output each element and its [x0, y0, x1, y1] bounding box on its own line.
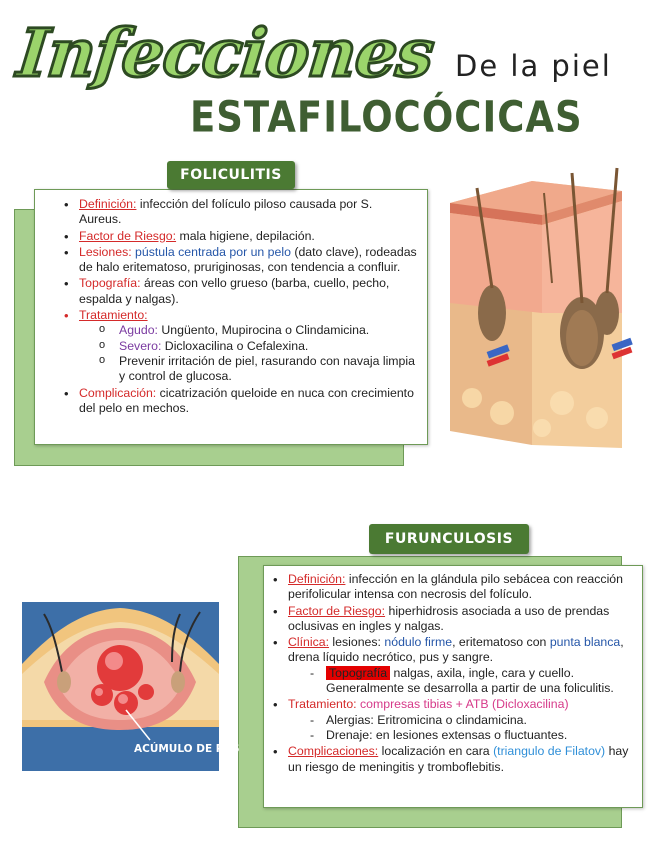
list-item: • Factor de Riesgo: mala higiene, depilación.: [57, 229, 417, 244]
foliculitis-box: [34, 189, 428, 445]
treatment-item: o Agudo: Ungüento, Mupirocina o Clindamicina.: [79, 323, 417, 338]
list-item: • Complicación: cicatrización queloide en nuca con crecimiento del pelo en mechos.: [57, 386, 417, 417]
section-label-furunculosis: FURUNCULOSIS: [369, 524, 529, 554]
list-item: • Factor de Riesgo: hiperhidrosis asociada a uso de prendas oclusivas en ingles y nalgas.: [266, 604, 634, 635]
list-item: • Clínica: lesiones: nódulo firme, eritematoso con punta blanca, drena líquido necrótico, pus y sangre. - Topografía nalgas, axila, ingle, cara y cuello. Generalmente se desarrolla a partir de una foliculitis.: [266, 635, 634, 696]
list-item: • Tratamiento: o Agudo: Ungüento, Mupirocina o Clindamicina. o Severo: Dicloxacilina o Cefalexina. o Prevenir irritación de piel, rasurando con navaja limpia y control de glucosa.: [57, 308, 417, 384]
list-item: • Definición: infección del folículo piloso causada por S. Aureus.: [57, 197, 417, 228]
list-item: • Lesiones: pústula centrada por un pelo (dato clave), rodeadas de halo eritematoso, pruriginosas, con tendencia a confluir.: [57, 245, 417, 276]
section-label-foliculitis: FOLICULITIS: [167, 161, 295, 189]
treatment-item: o Prevenir irritación de piel, rasurando con navaja limpia y control de glucosa.: [79, 354, 417, 385]
page-title: Infecciones: [13, 14, 437, 92]
treatment-item: o Severo: Dicloxacilina o Cefalexina.: [79, 339, 417, 354]
page-title-side: De la piel: [455, 49, 612, 83]
topography-item: - Topografía nalgas, axila, ingle, cara y cuello. Generalmente se desarrolla a partir de una foliculitis.: [288, 666, 634, 697]
skin-cross-section-image: [432, 163, 644, 463]
list-item: • Tratamiento: compresas tibias + ATB (Dicloxacilina) - Alergias: Eritromicina o clindamicina. - Drenaje: en lesiones extensas o fluctuantes.: [266, 697, 634, 743]
treatment-item: - Drenaje: en lesiones extensas o fluctuantes.: [288, 728, 634, 743]
treatment-item: - Alergias: Eritromicina o clindamicina.: [288, 713, 634, 728]
page-subtitle: ESTAFILOCÓCICAS: [190, 92, 583, 142]
list-item: • Definición: infección en la glándula pilo sebácea con reacción perifolicular intensa con necrosis del folículo.: [266, 572, 634, 603]
furunculosis-box: [263, 565, 643, 808]
list-item: • Topografía: áreas con vello grueso (barba, cuello, pecho, espalda y nalgas).: [57, 276, 417, 307]
image-caption: ACÚMULO DE PUS: [134, 743, 240, 755]
boil-illustration-image: [22, 602, 240, 771]
list-item: • Complicaciones: localización en cara (triangulo de Filatov) hay un riesgo de meningitis y tromboflebitis.: [266, 744, 634, 775]
